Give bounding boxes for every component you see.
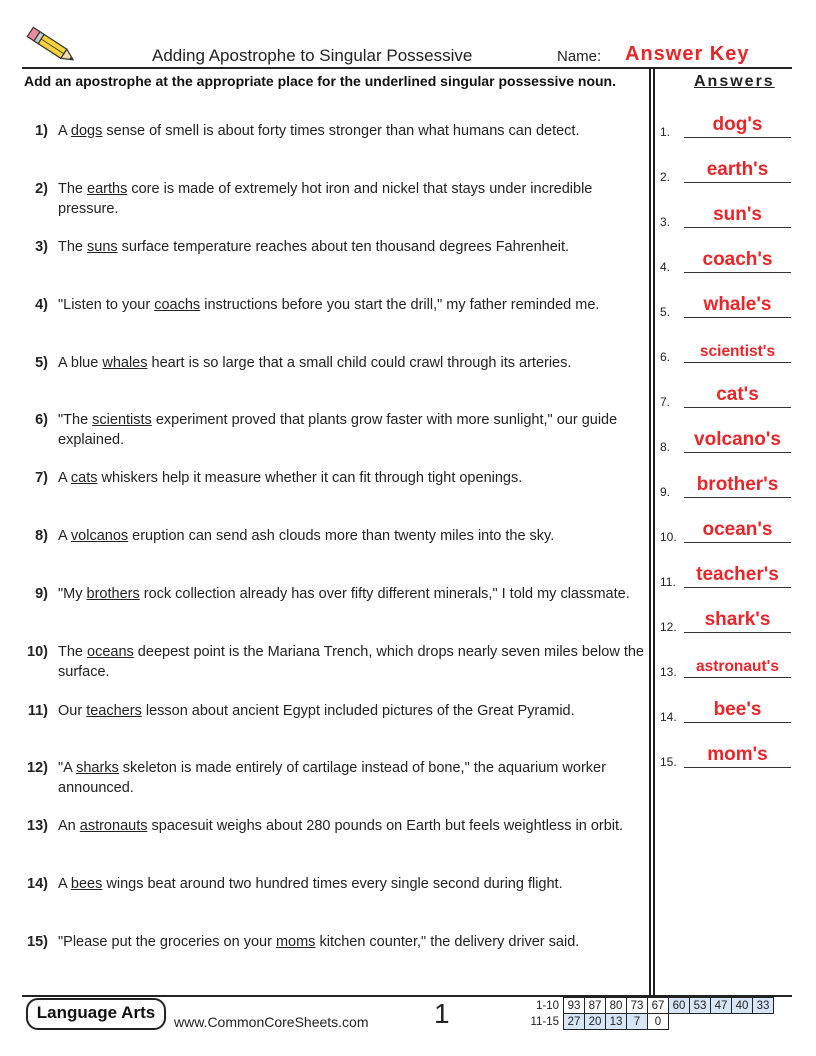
score-table bbox=[527, 997, 774, 1030]
underlined-noun: bees bbox=[70, 876, 103, 892]
page-title: Adding Apostrophe to Singular Possessive bbox=[152, 46, 473, 65]
answer-line: 4. coach's bbox=[660, 250, 795, 274]
answer-line: 3. sun's bbox=[660, 205, 795, 229]
answer-value: bee's bbox=[713, 699, 762, 720]
underlined-noun: moms bbox=[275, 934, 316, 950]
underlined-noun: teachers bbox=[86, 703, 142, 719]
answer-value: whale's bbox=[703, 294, 772, 315]
answer-line: 6. scientist's bbox=[660, 340, 795, 364]
answer-line: 15. mom's bbox=[660, 745, 795, 769]
column-divider bbox=[649, 67, 651, 995]
answer-value: scientist's bbox=[699, 343, 776, 360]
answer-line: 13. astronaut's bbox=[660, 655, 795, 679]
underlined-noun: whales bbox=[102, 355, 148, 371]
underlined-noun: coachs bbox=[154, 297, 201, 313]
answer-key-label: Answer Key bbox=[625, 43, 750, 65]
underlined-noun: sharks bbox=[76, 760, 119, 776]
answer-line: 1. dog's bbox=[660, 115, 795, 139]
answer-line: 12. shark's bbox=[660, 610, 795, 634]
score-row: 11-15 27 20 13 7 0 bbox=[527, 1014, 774, 1030]
underlined-noun: cats bbox=[70, 470, 98, 486]
answer-value: sun's bbox=[713, 204, 762, 225]
answer-value: mom's bbox=[707, 744, 768, 765]
answer-line: 8. volcano's bbox=[660, 430, 795, 454]
answer-value: earth's bbox=[706, 159, 769, 180]
name-label: Name: bbox=[557, 48, 602, 65]
answer-value: astronaut's bbox=[696, 658, 779, 675]
column-divider bbox=[653, 67, 655, 995]
underlined-noun: volcanos bbox=[70, 528, 129, 544]
answer-value: cat's bbox=[716, 384, 759, 405]
brand-label: Language Arts bbox=[36, 1003, 156, 1022]
website-link[interactable]: www.CommonCoreSheets.com bbox=[174, 1014, 369, 1030]
underlined-noun: dogs bbox=[70, 123, 103, 139]
underlined-noun: scientists bbox=[92, 412, 152, 428]
answer-line: 11. teacher's bbox=[660, 565, 795, 589]
answer-line: 7. cat's bbox=[660, 385, 795, 409]
answer-line: 2. earth's bbox=[660, 160, 795, 184]
answer-value: dog's bbox=[712, 114, 763, 135]
header-divider bbox=[22, 67, 792, 69]
answer-line: 14. bee's bbox=[660, 700, 795, 724]
score-row: 1-10 93 87 80 73 67 60 53 47 40 33 bbox=[527, 998, 774, 1014]
underlined-noun: brothers bbox=[86, 586, 140, 602]
underlined-noun: astronauts bbox=[79, 818, 148, 834]
instructions: Add an apostrophe at the appropriate place for the underlined singular possessive noun. bbox=[24, 73, 616, 89]
underlined-noun: suns bbox=[87, 239, 118, 255]
answers-heading: Answers bbox=[694, 73, 775, 90]
answer-value: ocean's bbox=[702, 519, 773, 540]
underlined-noun: earths bbox=[87, 181, 128, 197]
answer-value: brother's bbox=[696, 474, 779, 495]
pencil-icon bbox=[22, 22, 80, 70]
answer-line: 9. brother's bbox=[660, 475, 795, 499]
answer-value: volcano's bbox=[694, 429, 781, 450]
answer-value: teacher's bbox=[696, 564, 779, 585]
answer-value: coach's bbox=[702, 249, 773, 270]
page-number: 1 bbox=[434, 998, 450, 1029]
answer-line: 10. ocean's bbox=[660, 520, 795, 544]
underlined-noun: oceans bbox=[87, 644, 134, 660]
answer-value: shark's bbox=[704, 609, 771, 630]
answer-line: 5. whale's bbox=[660, 295, 795, 319]
